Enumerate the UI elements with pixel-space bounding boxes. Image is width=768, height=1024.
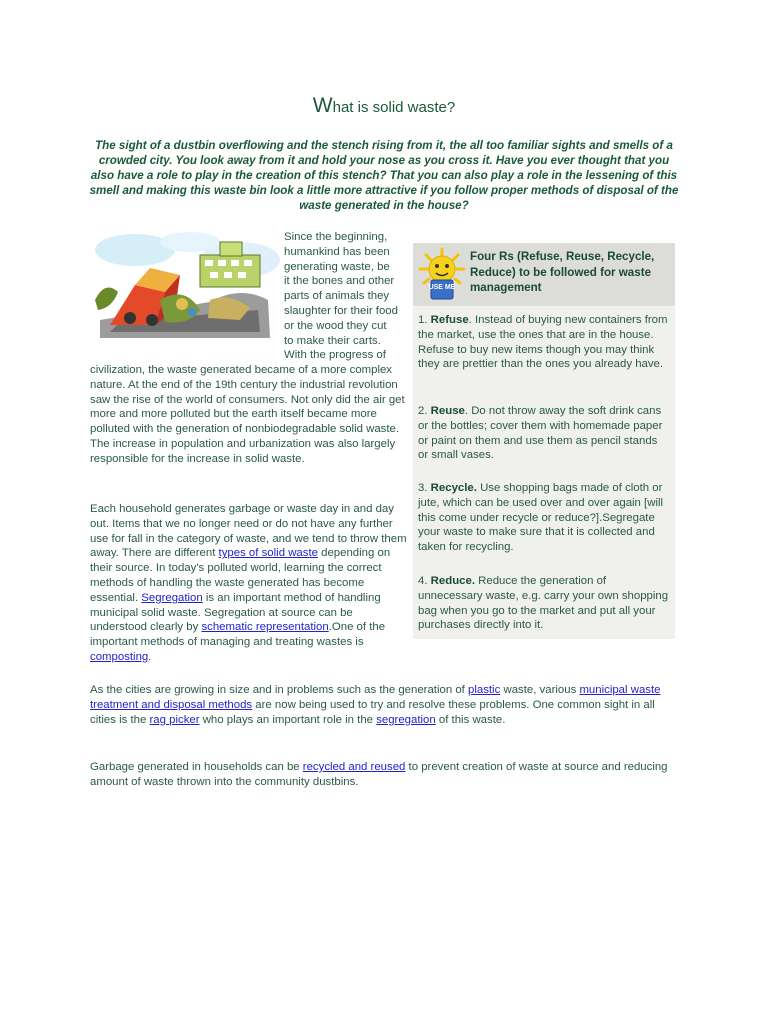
item-term: Reuse — [430, 405, 465, 417]
text-span: is an important method of handling municipal solid waste. Segregation at source can be understood clearly by — [90, 591, 381, 634]
item-number: 1. — [418, 314, 431, 326]
title-first-letter: W — [312, 94, 333, 117]
four-rs-item — [418, 313, 670, 372]
text-span: As the cities are growing in size and in problems such as the generation of — [90, 684, 468, 696]
link-recycled-and-reused[interactable]: recycled and reused — [302, 761, 406, 773]
sun-mascot-icon — [418, 247, 466, 301]
text-line: humankind has been — [284, 245, 390, 258]
item-number: 2. — [418, 405, 431, 417]
paragraph-history: civilization, the waste generated became of a more complex nature. At the end of the 19th century the industrial revolution saw the rise of the world of consumers. Not only did the air get more and more polluted but the earth itself became more polluted with the generation of nonbiodegradable solid waste. The increase in population and urbanization was also largely responsible for the increase in solid waste. — [90, 364, 405, 465]
link-segregation[interactable]: Segregation — [141, 591, 203, 604]
badge-text: USE ME — [428, 284, 456, 291]
item-number: 3. — [418, 482, 431, 494]
text-span: are now being used to try and resolve these problems. One common sight in all cities is the — [90, 698, 655, 726]
four-rs-item — [418, 404, 670, 463]
intro-paragraph: The sight of a dustbin overflowing and the stench rising from it, the all too familiar sights and smells of a crowded city. You look away from it and hold your nose as you cross it. Have you ever thought that you also have a role to play in the creation of this stench? That you can also play a role in the lessening of this smell and making this waste bin look a little more attractive if you follow proper methods of disposal of the waste generated in the house? — [89, 139, 679, 212]
paragraph-history-side — [284, 230, 410, 363]
item-text: . Do not throw away the soft drink cans or the bottles; cover them with homemade paper or paint on them and use them as pencil stands or small vases. — [418, 405, 663, 462]
waste-dump-illustration — [90, 230, 280, 338]
text-line: slaughter for their food — [284, 304, 398, 317]
four-rs-item — [418, 481, 670, 555]
link-plastic[interactable]: plastic — [468, 684, 501, 696]
item-term: Refuse — [430, 314, 469, 326]
text-line: or the wood they cut — [284, 319, 387, 332]
paragraph-household — [90, 502, 412, 665]
text-line: it the bones and other — [284, 275, 395, 288]
four-rs-heading: Four Rs (Refuse, Reuse, Recycle, Reduce) to be followed for waste management — [470, 250, 655, 294]
link-rag-picker[interactable]: rag picker — [149, 713, 200, 726]
link-composting[interactable]: composting — [90, 650, 149, 663]
text-span: Garbage generated in households can be — [90, 761, 303, 773]
text-span: who plays an important role in the — [199, 713, 377, 726]
text-line: to make their carts. — [284, 334, 381, 347]
link-types-of-solid-waste[interactable]: types of solid waste — [218, 547, 318, 560]
item-term: Reduce. — [430, 575, 475, 587]
link-segregation-2[interactable]: segregation — [376, 713, 436, 726]
item-number: 4. — [418, 575, 431, 587]
paragraph-garbage — [90, 760, 686, 790]
item-text: Reduce the generation of unnecessary waste, e.g. carry your own shopping bag when you go to the market and put all your purchases directly into it. — [418, 575, 669, 632]
item-text: . Instead of buying new containers from the market, use the ones that are in the house. Refuse to buy new items though you may think they are prettier than the ones you already have. — [418, 314, 668, 371]
text-line: Since the beginning, — [284, 231, 388, 243]
text-span: of this waste. — [435, 713, 506, 726]
text-line: parts of animals they — [284, 290, 390, 303]
text-span: depending on their source. In today's polluted world, learning the correct methods of handling the waste generated has become essential. — [90, 547, 391, 604]
text-line: generating waste, be — [284, 260, 390, 273]
text-span: .One of the important methods of managing and treating wastes is — [90, 621, 386, 649]
text-span: . — [148, 650, 152, 663]
title-rest: hat is solid waste? — [332, 99, 456, 116]
link-schematic-representation[interactable]: schematic representation — [201, 621, 329, 634]
item-text: Use shopping bags made of cloth or jute, which can be used over and over again [will this come under recycle or reduce?].Segregate your waste to make sure that it is collected and taken for recycling. — [418, 482, 664, 554]
page-title — [0, 94, 768, 118]
item-term: Recycle. — [430, 482, 477, 494]
link-municipal-waste-treatment[interactable]: municipal waste treatment and disposal methods — [90, 684, 661, 711]
paragraph-cities — [90, 683, 670, 727]
text-span: waste, various — [500, 684, 580, 696]
text-line: With the progress of — [284, 349, 386, 362]
four-rs-item — [418, 574, 670, 633]
text-span: Each household generates garbage or waste day in and day out. Items that we no longer need or do not have any further use for fall in the category of waste, and we tend to throw them away. There are different — [90, 503, 407, 560]
text-span: to prevent creation of waste at source and reducing amount of waste thrown into the community dustbins. — [90, 761, 668, 788]
